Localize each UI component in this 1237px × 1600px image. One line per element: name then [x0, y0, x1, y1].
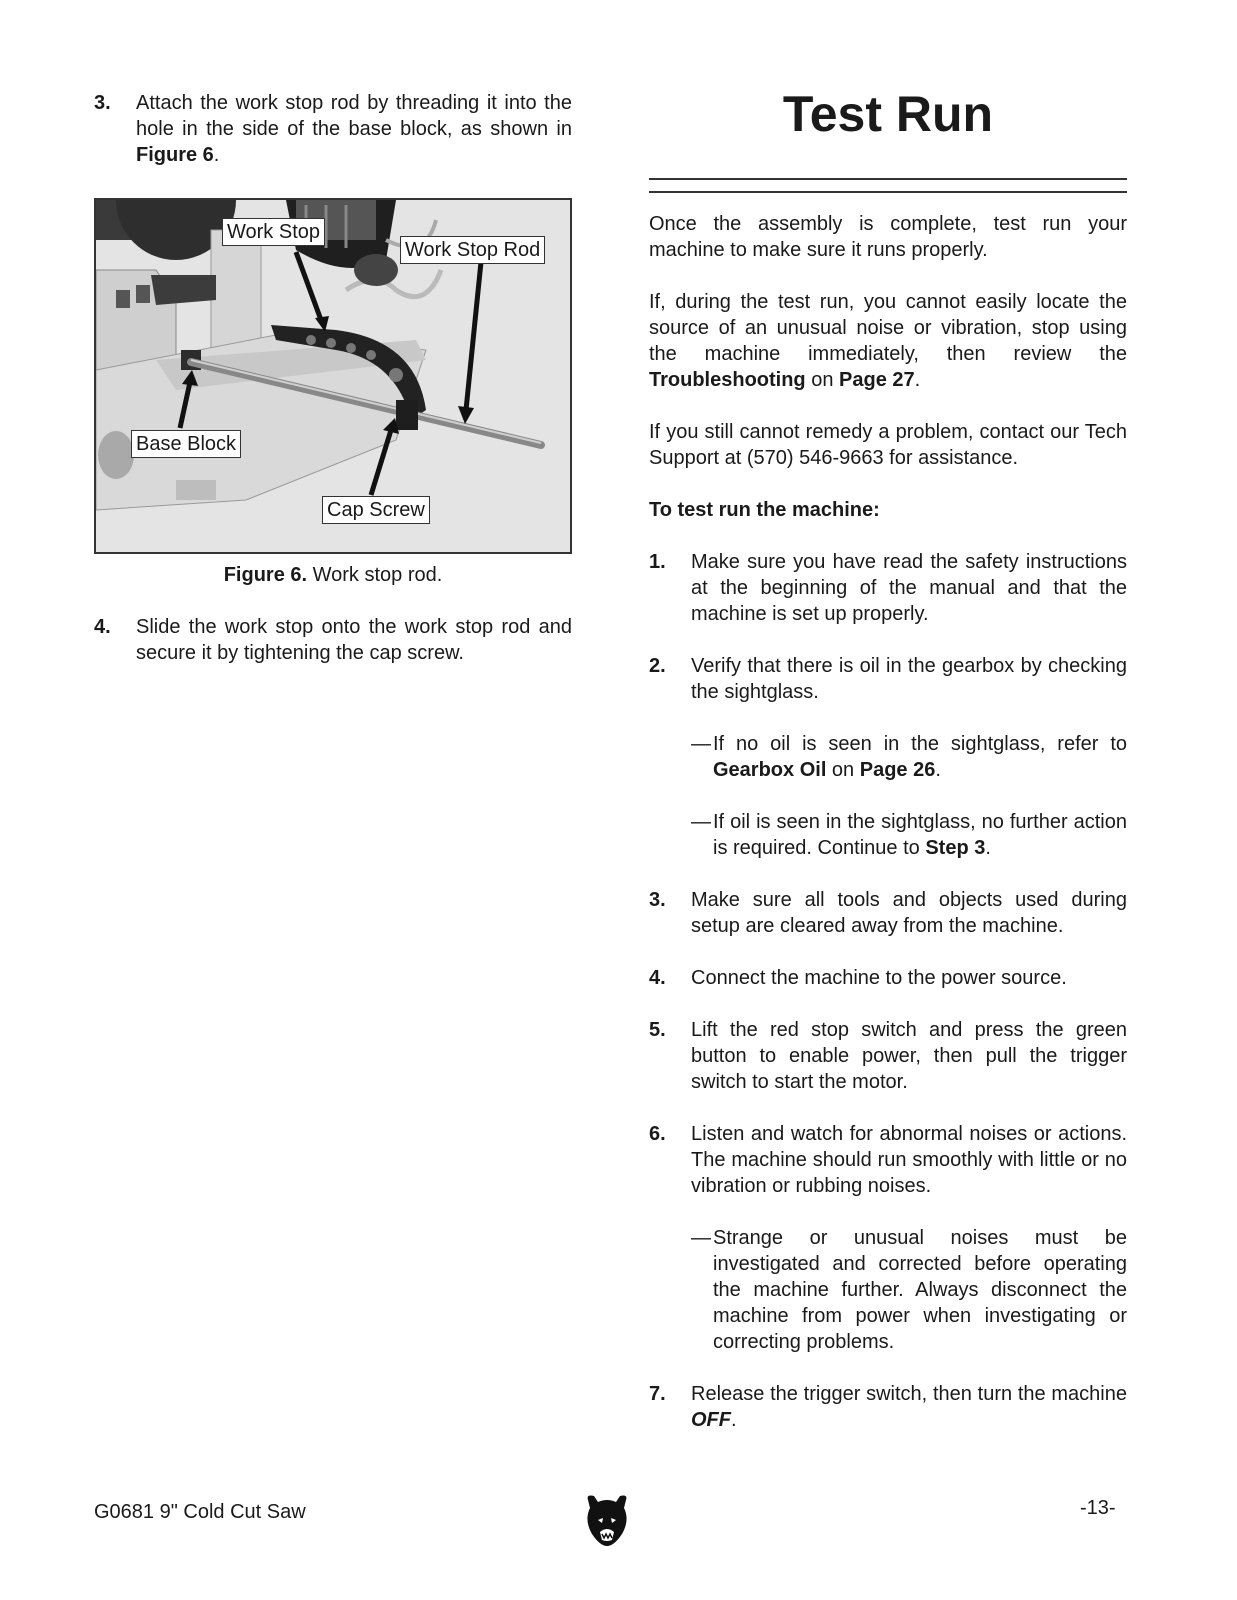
figure-caption: Figure 6. Work stop rod.	[223, 564, 443, 586]
callout-work-stop-rod: Work Stop Rod	[400, 236, 545, 264]
page-title: Test Run	[782, 86, 994, 142]
test-step-1: 1. Make sure you have read the safety instructions at the beginning of the manual and that the machine is set up properly.	[649, 551, 1127, 625]
figure-6-photo	[94, 198, 572, 554]
step-number: 4.	[94, 616, 111, 638]
callout-cap-screw: Cap Screw	[322, 496, 430, 524]
test-step-5: 5. Lift the red stop switch and press the green button to enable power, then pull the trigger switch to start the motor.	[649, 1019, 1127, 1093]
test-step-6-note: — Strange or unusual noises must be investigated and corrected before operating the machine further. Always disconnect the machine from power when investigating or correcting problems.	[691, 1227, 1127, 1353]
footer-model: G0681 9" Cold Cut Saw	[94, 1501, 306, 1523]
procedure-heading: To test run the machine:	[649, 499, 880, 521]
page-reference: Page 27	[839, 369, 915, 391]
callout-work-stop: Work Stop	[222, 218, 325, 246]
step-4-slide-work-stop	[94, 614, 572, 666]
test-step-2-no-oil: — If no oil is seen in the sightglass, refer to Gearbox Oil on Page 26.	[691, 733, 1127, 781]
intro-paragraph: Once the assembly is complete, test run your machine to make sure it runs properly.	[649, 213, 1127, 261]
bear-logo-icon	[584, 1494, 630, 1546]
test-step-4: 4. Connect the machine to the power source.	[649, 967, 1067, 989]
test-step-7: 7. Release the trigger switch, then turn the machine OFF.	[649, 1383, 1127, 1431]
test-step-2-oil-seen: — If oil is seen in the sightglass, no further action is required. Continue to Step 3.	[691, 811, 1127, 859]
left-column	[94, 90, 572, 666]
step-text: Attach the work stop rod by threading it into the hole in the side of the base block, as shown in Figure 6.	[136, 92, 572, 166]
figure-reference: Figure 6	[136, 144, 214, 166]
callout-base-block: Base Block	[131, 430, 241, 458]
step-number: 3.	[94, 92, 111, 114]
troubleshooting-reference: Troubleshooting	[649, 369, 806, 391]
test-step-2: 2. Verify that there is oil in the gearbox by checking the sightglass.	[649, 655, 1127, 703]
right-column	[649, 86, 1127, 1433]
test-step-3: 3. Make sure all tools and objects used during setup are cleared away from the machine.	[649, 889, 1127, 937]
tech-support-paragraph: If you still cannot remedy a problem, contact our Tech Support at (570) 546-9663 for assistance.	[649, 421, 1127, 469]
test-step-6: 6. Listen and watch for abnormal noises or actions. The machine should run smoothly with little or no vibration or rubbing noises.	[649, 1123, 1127, 1197]
footer-page-number: -13-	[1080, 1497, 1116, 1519]
title-rule-top	[649, 178, 1127, 180]
troubleshooting-paragraph: If, during the test run, you cannot easily locate the source of an unusual noise or vibration, stop using the machine immediately, then review the Troubleshooting on Page 27.	[649, 291, 1127, 391]
step-3-attach-rod	[94, 90, 572, 168]
step-text: Slide the work stop onto the work stop rod and secure it by tightening the cap screw.	[136, 616, 572, 664]
title-rule-bottom	[649, 191, 1127, 193]
